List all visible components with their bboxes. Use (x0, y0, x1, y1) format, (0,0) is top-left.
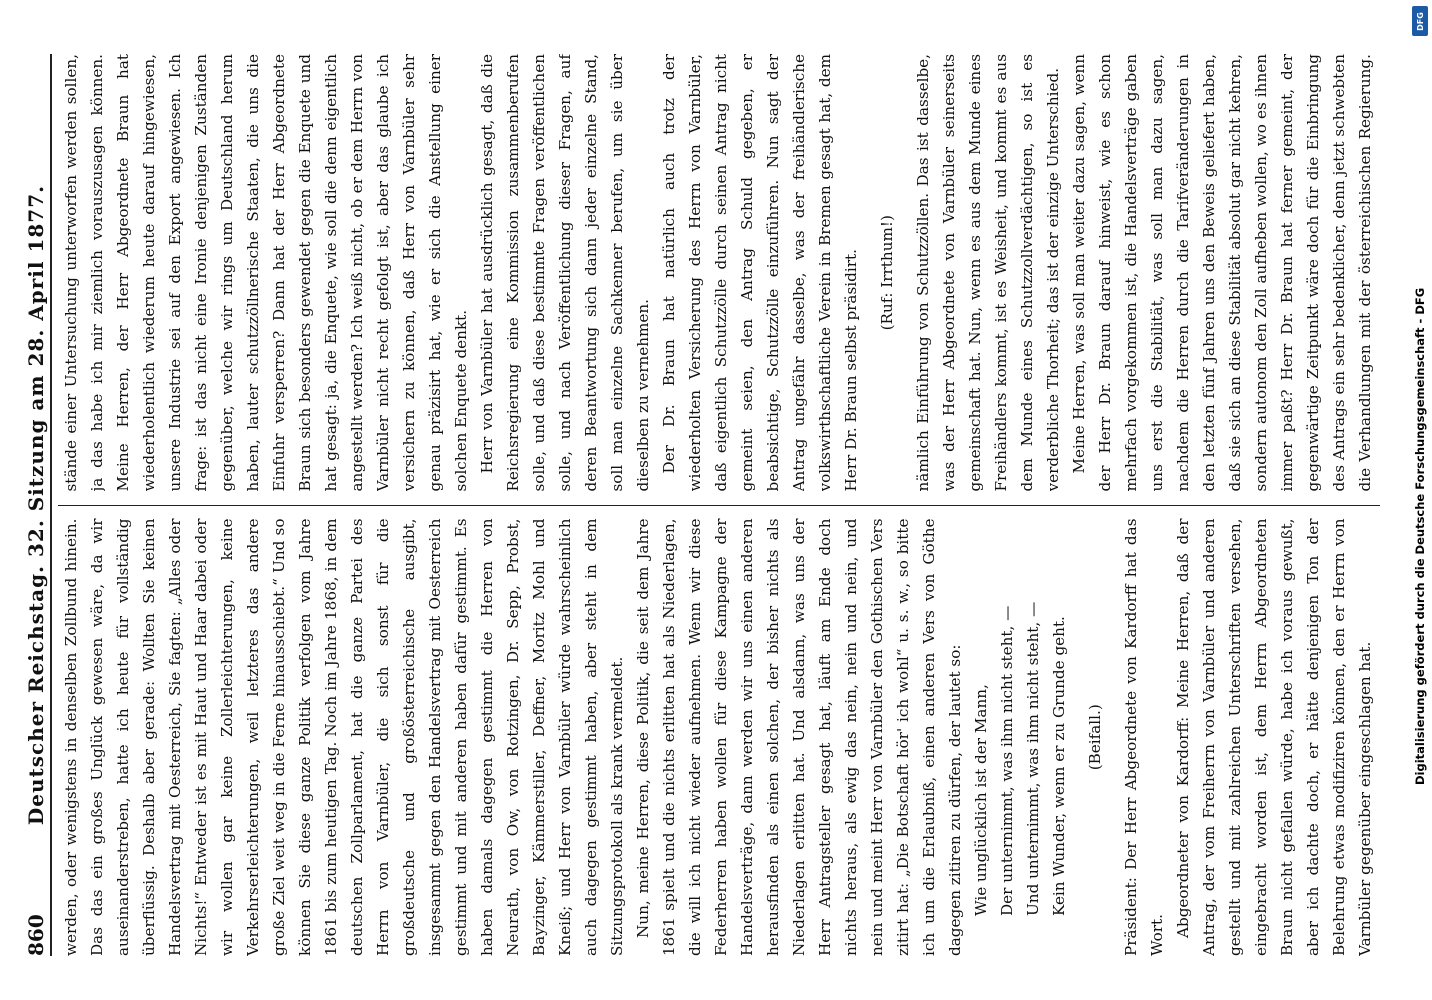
dfg-logo-text: DFG (1415, 11, 1425, 31)
right-column (58, 54, 1380, 492)
verse-line: Der unternimmt, was ihm nicht steht, — (998, 605, 1016, 916)
verse-line: Wie unglücklich ist der Mann, (972, 684, 990, 916)
digitization-sidebar (1408, 0, 1432, 1000)
paragraph: stände einer Untersuchung unterworfen werden sollen, ja das habe ich mir ziemlich vorauszusagen können. Meine Herren, der Herr Abgeordnete Braun hat wiederholentlich wiederum heute darauf hingewiesen, unsere Industrie sei auf den Export angewiesen. Ich frage: ist das nicht eine Ironie denjenigen Zuständen gegenüber, welche wir rings um Deutschland herum haben, lauter schutzzöllnerische Staaten, die uns die Einfuhr versperren? Dann hat der Herr Abgeordnete Braun sich besonders gewendet gegen die Enquete und hat gesagt: ja, die Enquete, wie soll die denn eigentlich angestellt werden? Ich weiß nicht, ob er dem Herrn von Varnbüler nicht recht gefolgt ist, aber das glaube ich versichern zu können, daß Herr von Varnbüler sehr genau präzisirt hat, wie er sich die Anstellung einer solchen Enquete denkt. (62, 54, 470, 492)
verse-line: Kein Wunder, wenn er zu Grunde geht. (1050, 616, 1068, 916)
interjection: (Ruf: Irrthum!) (878, 215, 896, 331)
paragraph: Nun, meine Herren, diese Politik, die seit dem Jahre 1861 spielt und die nichts erlitten hat als Niederlagen, die will ich nicht wieder aufnehmen. Wenn wir diese Federherren haben wollen für diese Kampagne der Handelsverträge, dann werden wir uns einen anderen herausfinden als einen solchen, der bisher nichts als Niederlagen erlitten hat. Und alsdann, was uns der Herr Antragsteller gesagt hat, läuft am Ende doch nichts heraus, als ewig das nein, nein und nein, und nein und meint Herr von Varnbüler den Gothischen Vers zitirt hat: „Die Botschaft hör' ich wohl“ u. s. w., so bitte ich um die Erlaubniß, einen anderen Vers von Göthe dagegen zitiren zu dürfen, der lautet so: (634, 518, 964, 956)
text-columns (58, 54, 1380, 956)
paragraph: werden, oder wenigstens in denselben Zollbund hinein. Das das ein großes Unglück gewesen wäre, da wir auseinanderstreben, hatte ich heute für vollständig überflüssig. Deshalb aber gerade: Wollten Sie keinen Handelsvertrag mit Oesterreich, Sie fagten: „Alles oder Nichts!“ Entweder ist es mit Haut und Haar dabei oder wir wollen gar keine Zollerleichterungen, keine Verkehrserleichterungen, weil letzteres das andere große Ziel weit weg in die Ferne hinausschiebt.“ Und so können Sie diese ganze Politik verfolgen vom Jahre 1861 bis zum heutigen Tag. Noch im Jahre 1868, in dem deutschen Zollparlament, hat die ganze Partei des Herrn von Varnbüler, die sich sonst für die großdeutsche und großösterreichische ausgibt, insgesammt gegen den Handelsvertrag mit Oesterreich gestimmt und mit anderen haben dafür gestimmt. Es haben damals dagegen gestimmt die Herren von Neurath, von Ow, von Rotzingen, Dr. Sepp, Probst, Bayzinger, Kämmerstiller, Deffner, Moritz Mohl und Kneiß; und Herr von Varnbüler würde wahrscheinlich auch dagegen gestimmt haben, aber steht in dem Sitzungsprotokoll als krank vermeldet. (62, 518, 626, 956)
left-column (58, 506, 1380, 957)
page-header (18, 54, 52, 956)
paragraph: Abgeordneter von Kardorff: Meine Herren, daß der Antrag, der vom Freiherrn von Varnbüler und anderen gestellt und mit zahlreichen Unterschriften versehen, eingebracht worden ist, dem Herrn Abgeordneten Braun nicht gefallen würde, habe ich voraus gewußt, aber ich dachte doch, er hätte denjenigen Ton der Belehrung etwas modifiziren können, den er Herrn von Varnbüler gegenüber eingeschlagen hat. (1174, 518, 1374, 956)
paragraph: Herr von Varnbüler hat ausdrücklich gesagt, daß die Reichsregierung eine Kommission zusammenberufen solle, und daß diese bestimmte Fragen veröffentlichen solle, und nach Veröffentlichung dieser Fragen, auf deren Beantwortung sich dann jeder einzelne Stand, soll man einzelne Sachkenner berufen, um sie über dieselben zu vernehmen. (478, 54, 652, 492)
digitization-credit: Digitalisierung gefördert durch die Deutsche Forschungsgemeinschaft - DFG (1413, 287, 1427, 785)
paragraph: nämlich Einführung von Schutzzöllen. Das ist dasselbe, was der Herr Abgeordnete von Varnbüler seinerseits gemeinschaft hat. Nun, wenn es aus dem Munde eines Freihändlers kommt, ist es Weisheit, und kommt es aus dem Munde eines Schutzzollverdächtigen, so ist es verderbliche Thorheit; das ist der einzige Unterschied. (914, 54, 1062, 492)
paragraph: Meine Herren, was soll man weiter dazu sagen, wenn der Herr Dr. Braun darauf hinweist, wie es schon mehrfach vorgekommen ist, die Handelsverträge gaben uns erst die Stabilität, was soll man dazu sagen, nachdem die Herren durch die Tarifveränderungen in den letzten fünf Jahren uns den Beweis geliefert haben, daß sie sich an diese Stabilität absolut gar nicht kehren, sondern autonom den Zoll aufheben wollen, wo es ihnen immer paßt? Herr Dr. Braun hat ferner gemeint, der gegenwärtige Zeitpunkt wäre doch für die Einbringung des Antrags ein sehr bedenklicher, denn jetzt schwebten die Verhandlungen mit der österreichischen Regierung. (1070, 54, 1374, 492)
page-title: Deutscher Reichstag. 32. Sitzung am 28. April 1877. (24, 184, 48, 826)
paragraph: Der Dr. Braun hat natürlich auch trotz der wiederholten Versicherung des Herrn von Varnbüler, daß eigentlich Schutzzölle durch seinen Antrag nicht gemeint seien, den Antrag Schuld gegeben, er beabsichtige, Schutzzölle einzuführen. Nun sagt der Antrag ungefähr dasselbe, was der freihändlerische volkswirthschaftliche Verein in Bremen gesagt hat, dem Herr Dr. Braun selbst präsidirt. (660, 54, 860, 492)
interjection: (Beifall.) (1086, 704, 1104, 771)
paragraph: Präsident: Der Herr Abgeordnete von Kardorff hat das Wort. (1122, 518, 1166, 956)
verse-line: Und unternimmt, was ihm nicht steht, — (1024, 601, 1042, 916)
dfg-logo (1412, 6, 1428, 36)
page-number: 860 (24, 914, 48, 956)
